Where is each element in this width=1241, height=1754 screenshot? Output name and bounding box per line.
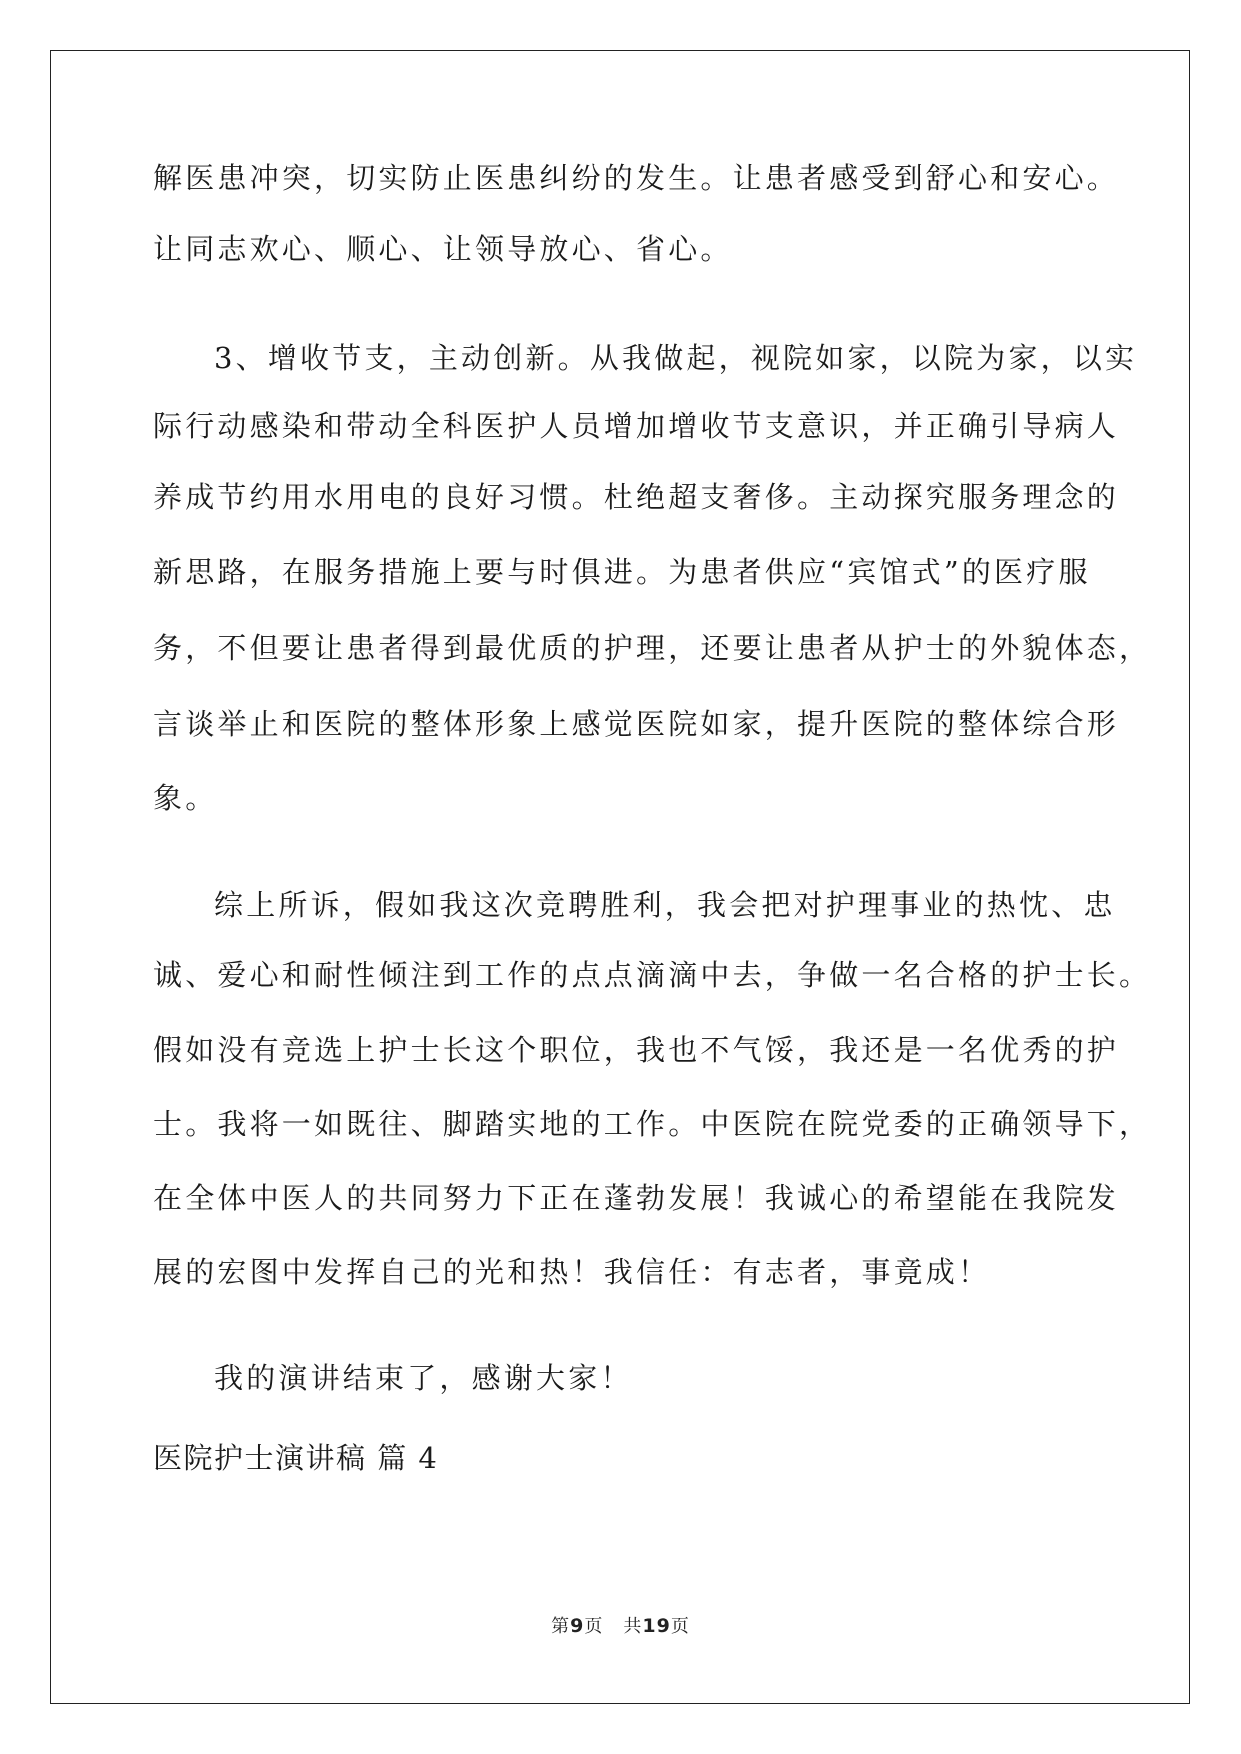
page-number: 9 [570, 1615, 585, 1637]
text-line: 解医患冲突，切实防止医患纠纷的发生。让患者感受到舒心和安心。 [153, 161, 1120, 195]
page-suffix: 页 [584, 1616, 604, 1637]
text-line: 养成节约用水用电的良好习惯。杜绝超支奢侈。主动探究服务理念的 [153, 480, 1120, 514]
page-footer [0, 1612, 1241, 1638]
text-line: 让同志欢心、顺心、让领导放心、省心。 [153, 232, 733, 266]
text-line: 3、增收节支，主动创新。从我做起，视院如家，以院为家，以实 [214, 341, 1138, 375]
text-line: 言谈举止和医院的整体形象上感觉医院如家，提升医院的整体综合形 [153, 707, 1120, 741]
section-heading: 医院护士演讲稿 篇 4 [153, 1441, 439, 1475]
text-line: 诚、爱心和耐性倾注到工作的点点滴滴中去，争做一名合格的护士长。 [153, 958, 1152, 992]
text-line: 象。 [153, 781, 218, 815]
text-line: 际行动感染和带动全科医护人员增加增收节支意识，并正确引导病人 [153, 409, 1120, 443]
text-line: 假如没有竞选上护士长这个职位，我也不气馁，我还是一名优秀的护 [153, 1033, 1120, 1067]
text-line: 士。我将一如既往、脚踏实地的工作。中医院在院党委的正确领导下， [153, 1107, 1152, 1141]
total-suffix: 页 [670, 1616, 690, 1637]
text-line: 务，不但要让患者得到最优质的护理，还要让患者从护士的外貌体态， [153, 631, 1152, 665]
text-line: 我的演讲结束了，感谢大家！ [214, 1361, 633, 1395]
text-line: 综上所诉，假如我这次竞聘胜利，我会把对护理事业的热忱、忠 [214, 888, 1116, 922]
total-pages: 19 [642, 1615, 671, 1637]
total-prefix: 共 [623, 1616, 643, 1637]
text-line: 在全体中医人的共同努力下正在蓬勃发展！我诚心的希望能在我院发 [153, 1181, 1120, 1215]
text-line: 新思路，在服务措施上要与时俱进。为患者供应“宾馆式”的医疗服 [153, 555, 1091, 589]
text-line: 展的宏图中发挥自己的光和热！我信任：有志者，事竟成！ [153, 1255, 991, 1289]
page-prefix: 第 [551, 1616, 571, 1637]
